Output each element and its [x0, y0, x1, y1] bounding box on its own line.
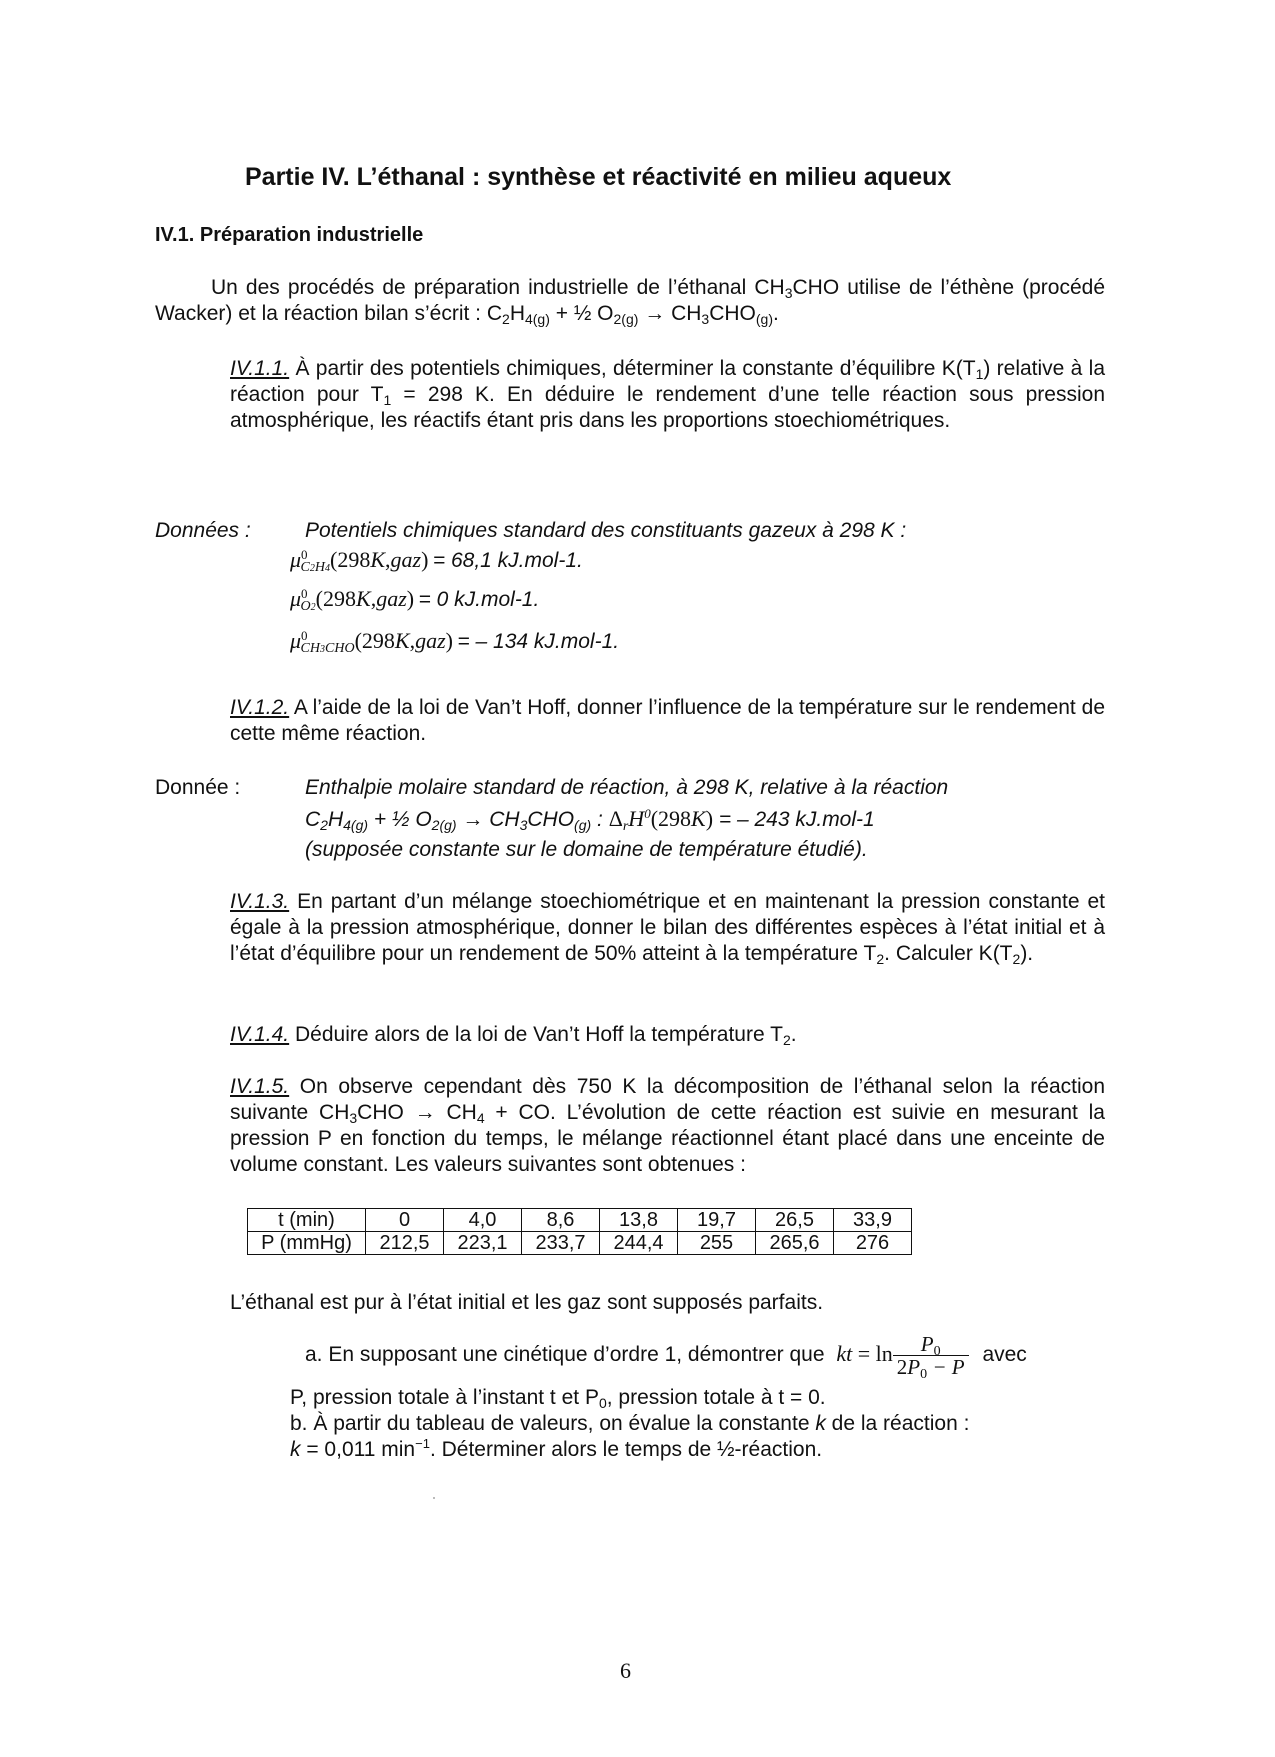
- table-cell: 233,7: [522, 1232, 600, 1255]
- table-cell: 265,6: [756, 1232, 834, 1255]
- data1-intro: Potentiels chimiques standard des constituants gazeux à 298 K :: [305, 519, 907, 542]
- table-row-pressure: [248, 1232, 912, 1255]
- table-row-time: [248, 1209, 912, 1232]
- question-1-4: IV.1.4. Déduire alors de la loi de Van’t Hoff la température $T_2$.: [230, 1023, 797, 1048]
- question-1-3: IV.1.3. En partant d’un mélange stoechiométrique et en maintenant la pression constante et égale à la pression atmosphérique, donner le bilan des différentes espèces à l’état initial et à l’état d’équilibre pour un rendement de 50% atteint à la température $T_2$. Calculer $K(T_2)$.: [230, 890, 1105, 967]
- data2-line1: Enthalpie molaire standard de réaction, à 298 K, relative à la réaction: [305, 776, 949, 799]
- section-heading: IV.1. Préparation industrielle: [155, 224, 424, 246]
- intro-paragraph: Un des procédés de préparation industrielle de l’éthanal $CH_3CHO$ utilise de l’éthène (procédé Wacker) et la réaction bilan s’écrit : $C_2H_{4(g)}$ + ½ $O_{2(g)} \to CH_3CHO_{(g)}$.: [155, 276, 1106, 327]
- table-cell: 212,5: [366, 1232, 444, 1255]
- mu-o2-line: $\mu^0_{O2}(298K,gaz) = 0$ kJ.mol-1.: [290, 586, 540, 614]
- table-cell: 8,6: [522, 1209, 600, 1232]
- part-a-line2: P, pression totale à l’instant t et $P_0$, pression totale à t = 0.: [290, 1386, 826, 1411]
- mu-o2-value: = 0 kJ.mol-1.: [418, 588, 540, 611]
- page-title: Partie IV. L’éthanal : synthèse et réactivité en milieu aqueux: [245, 163, 952, 191]
- page-number: 6: [620, 1658, 631, 1683]
- formula-fraction: $\frac{P_0}{2P_0 - P}$: [893, 1333, 969, 1378]
- after-table-text: L’éthanal est pur à l’état initial et les gaz sont supposés parfaits.: [230, 1291, 824, 1314]
- question-1-1: IV.1.1. À partir des potentiels chimiques, déterminer la constante d’équilibre $K(T_1)$ relative à la réaction pour $T_1 = 298$ K. En déduire le rendement d’une telle réaction sous pression atmosphérique, les réactifs étant pris dans les proportions stoechiométriques.: [230, 357, 1105, 432]
- row-label-time: t (min): [248, 1209, 366, 1232]
- part-b-line2: k = 0,011 $\min^{-1}$. Déterminer alors le temps de ½-réaction.: [290, 1436, 823, 1461]
- pressure-table: [247, 1208, 912, 1255]
- data1-label: Données :: [155, 519, 251, 542]
- mu-c2h4-value: = 68,1 kJ.mol-1.: [432, 549, 583, 572]
- question-1-3-label: IV.1.3.: [230, 890, 290, 913]
- question-1-2-label: IV.1.2.: [230, 696, 290, 719]
- table-cell: 19,7: [678, 1209, 756, 1232]
- table-cell: 33,9: [834, 1209, 912, 1232]
- table-cell: 255: [678, 1232, 756, 1255]
- table-cell: 244,4: [600, 1232, 678, 1255]
- mu-c2h4-line: $\mu^0_{C2H4}(298K,gaz) = 68,1$ kJ.mol-1.: [290, 547, 583, 575]
- question-1-5: IV.1.5. On observe cependant dès 750 K la décomposition de l’éthanal selon la réaction suivante $CH_3CHO \to CH_4$ + CO. L’évolution de cette réaction est suivie en mesurant la pression P en fonction du temps, le mélange réactionnel étant placé dans une enceinte de volume constant. Les valeurs suivantes sont obtenues :: [230, 1075, 1105, 1176]
- question-1-2-text: A l’aide de la loi de Van’t Hoff, donner l’influence de la température sur le rendement de cette même réaction.: [230, 696, 1105, 745]
- data2-reaction: $C_2H_{4(g)}$ + ½ $O_{2(g)} \to CH_3CHO_{(g)}$ : $\Delta_rH^0(298K)$ = – 243 kJ.mol-1: [305, 806, 875, 834]
- row-label-pressure: P (mmHg): [248, 1232, 366, 1255]
- question-1-1-label: IV.1.1.: [230, 357, 290, 380]
- data2-line3: (supposée constante sur le domaine de température étudié).: [305, 838, 868, 861]
- part-a-line1: a. En supposant une cinétique d’ordre 1, démontrer que kt = ln $\frac{P_0}{2P_0 - P}$ avec: [305, 1332, 1027, 1382]
- question-1-2: [230, 695, 1105, 747]
- table-cell: 223,1: [444, 1232, 522, 1255]
- mu-ch3cho-value: = – 134 kJ.mol-1.: [457, 630, 620, 653]
- scan-speck: [433, 1497, 435, 1499]
- data2-label: Donnée :: [155, 776, 241, 799]
- part-b-line1: b. À partir du tableau de valeurs, on évalue la constante k de la réaction :: [290, 1412, 970, 1435]
- part-a-text: a. En supposant une cinétique d’ordre 1, démontrer que: [305, 1343, 825, 1367]
- table-cell: 0: [366, 1209, 444, 1232]
- table-cell: 276: [834, 1232, 912, 1255]
- question-1-4-label: IV.1.4.: [230, 1023, 290, 1046]
- part-a-avec: avec: [982, 1343, 1027, 1367]
- table-cell: 4,0: [444, 1209, 522, 1232]
- table-cell: 13,8: [600, 1209, 678, 1232]
- mu-ch3cho-line: $\mu^0_{CH3CHO}(298K,gaz)$ = – 134 kJ.mol-1.: [290, 628, 620, 656]
- table-cell: 26,5: [756, 1209, 834, 1232]
- data2-value: = – 243 kJ.mol-1: [718, 808, 875, 831]
- question-1-5-label: IV.1.5.: [230, 1075, 290, 1098]
